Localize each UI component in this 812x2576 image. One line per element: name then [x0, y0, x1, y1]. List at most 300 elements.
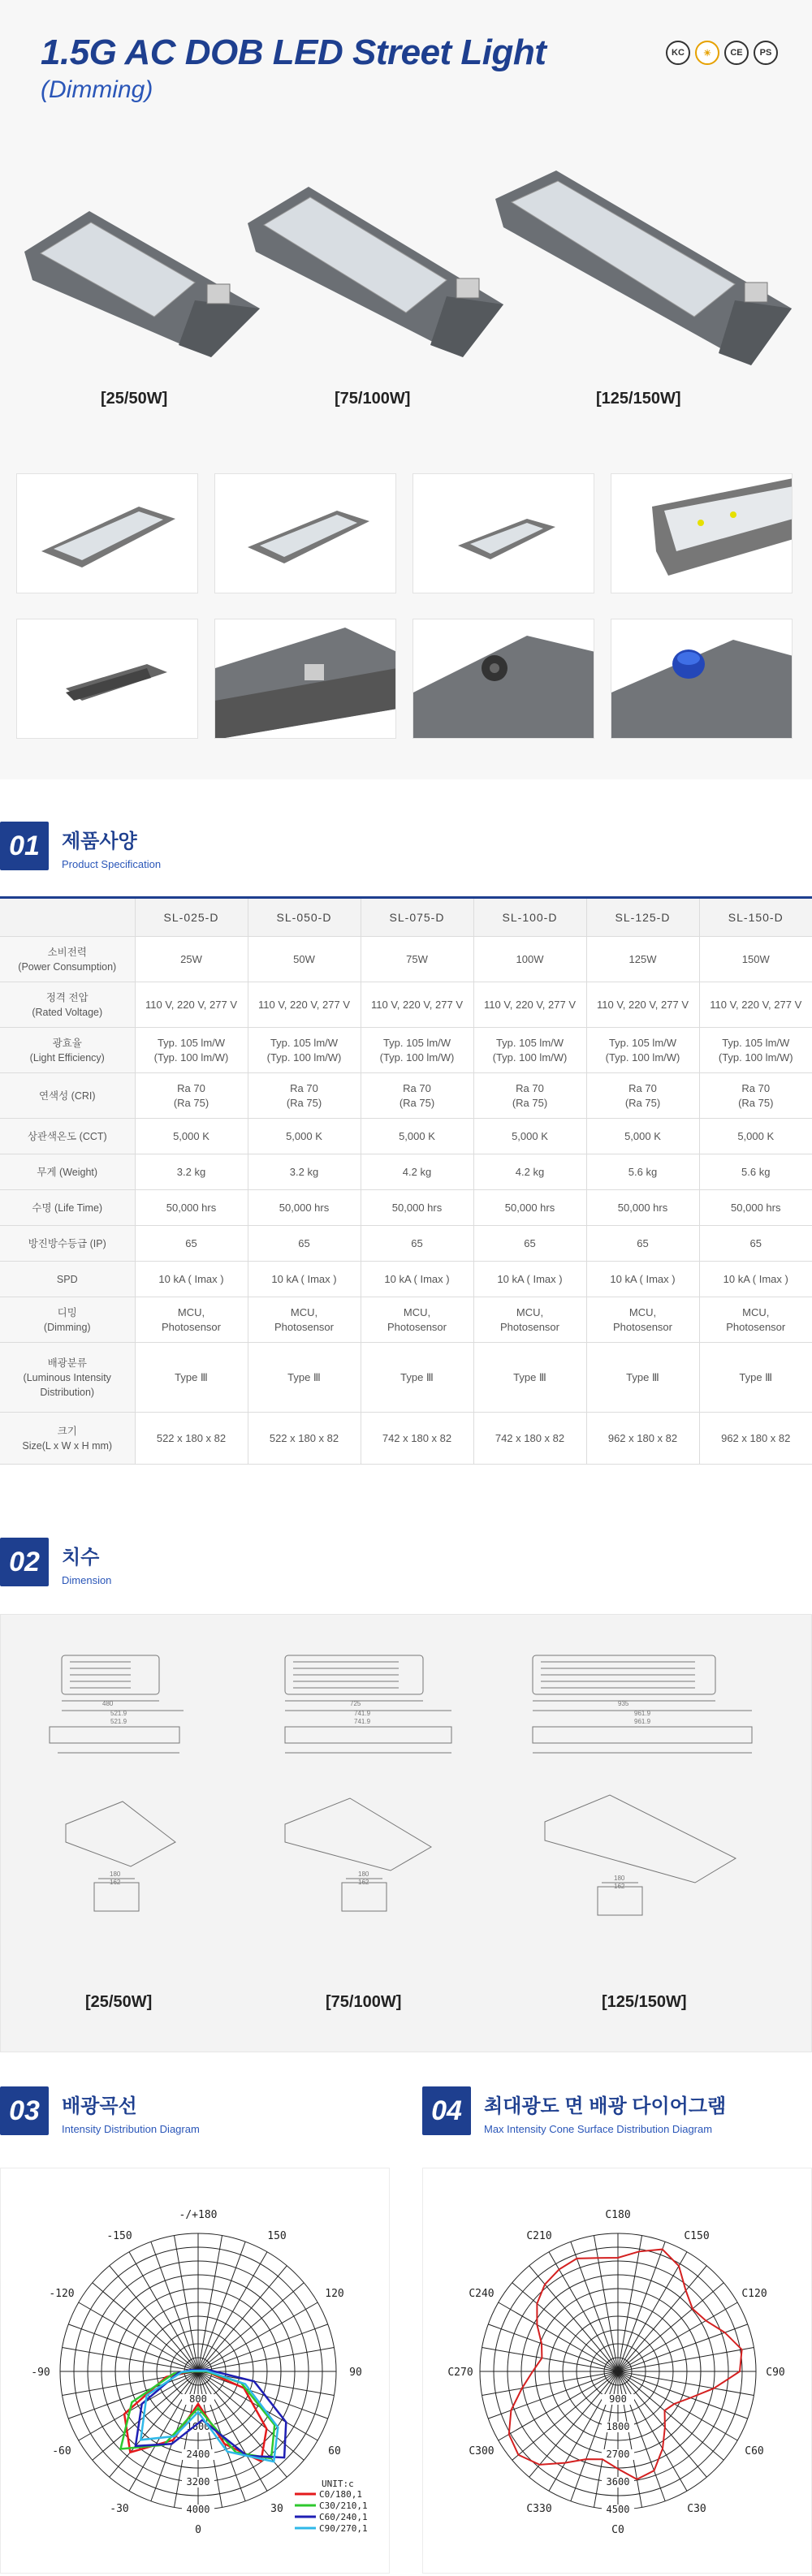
- spec-value: 3.2 kg: [289, 1165, 319, 1178]
- cone-angle-label: C150: [684, 2229, 710, 2242]
- cone-angle-label: C90: [766, 2367, 785, 2379]
- section-header-spec: [0, 822, 161, 870]
- spec-value: MCU,: [403, 1305, 431, 1318]
- spec-value: 5.6 kg: [741, 1165, 771, 1178]
- spec-cell: [586, 1343, 699, 1413]
- spec-value-sub: (Ra 75): [399, 1096, 435, 1109]
- spec-value: Ra 70: [290, 1081, 318, 1094]
- spec-label-ko: SPD: [56, 1273, 78, 1285]
- spec-cell: [361, 1297, 473, 1343]
- spec-value: 65: [411, 1236, 423, 1249]
- spec-value: Ra 70: [741, 1081, 771, 1094]
- spec-label-en: (Power Consumption): [18, 960, 117, 973]
- spec-value-sub: Photosensor: [500, 1320, 559, 1333]
- spec-cell: [361, 982, 473, 1028]
- spec-value: 50W: [293, 952, 315, 965]
- spec-value: 522 x 180 x 82: [269, 1431, 339, 1444]
- spec-value: 742 x 180 x 82: [495, 1431, 565, 1444]
- spec-cell: [361, 1413, 473, 1465]
- cone-angle-label: C240: [469, 2288, 495, 2300]
- dim-top-length: 725: [350, 1700, 361, 1707]
- dim-inner-width: 162: [614, 1883, 625, 1890]
- spec-cell: [361, 1119, 473, 1154]
- cone-angle-label: C30: [687, 2503, 706, 2516]
- spec-value: 522 x 180 x 82: [156, 1431, 227, 1444]
- spec-row: [0, 1154, 812, 1190]
- section-number: 02: [0, 1538, 49, 1586]
- model-header: SL-075-D: [361, 898, 473, 937]
- spec-value: Type Ⅲ: [400, 1370, 434, 1383]
- thumbnail-lamp-detail-1: [611, 473, 793, 593]
- spec-cell: [361, 937, 473, 982]
- certification-marks: [666, 41, 778, 65]
- spec-row-label: [0, 937, 135, 982]
- spec-label-en: (Luminous Intensity: [23, 1371, 111, 1383]
- spec-cell: [699, 1073, 812, 1119]
- spec-value: 4.2 kg: [402, 1165, 432, 1178]
- spec-value: 65: [637, 1236, 649, 1249]
- spec-cell: [473, 1262, 586, 1297]
- spec-value: 962 x 180 x 82: [607, 1431, 678, 1444]
- dim-side-length: 961.9: [634, 1718, 651, 1725]
- intensity-ring-label: 2400: [186, 2449, 210, 2460]
- spec-cell: [135, 982, 248, 1028]
- cone-ring-label: 4500: [606, 2504, 630, 2515]
- cone-angle-label: C300: [469, 2445, 495, 2457]
- spec-cell: [699, 1262, 812, 1297]
- section-title-ko: 배광곡선: [62, 2095, 137, 2117]
- kc-cert-icon: KC: [666, 41, 690, 65]
- spec-value: 5,000 K: [173, 1129, 209, 1142]
- intensity-legend-item: C0/180,1: [319, 2489, 362, 2500]
- spec-label-ko: 방진방수등급 (IP): [28, 1237, 106, 1249]
- spec-value: 962 x 180 x 82: [721, 1431, 791, 1444]
- spec-value: 65: [524, 1236, 536, 1249]
- section-number: 04: [422, 2086, 471, 2135]
- intensity-angle-label: 150: [267, 2229, 287, 2242]
- spec-value-sub: (Typ. 100 lm/W): [605, 1051, 680, 1064]
- spec-value: 65: [749, 1236, 762, 1249]
- product-label-medium: [75/100W]: [335, 390, 411, 408]
- spec-row-label: [0, 1262, 135, 1297]
- spec-value: Type Ⅲ: [513, 1370, 546, 1383]
- spec-row-label: [0, 1343, 135, 1413]
- thumbnail-lamp-3: [412, 473, 594, 593]
- spec-value: 5,000 K: [512, 1129, 548, 1142]
- dim-inner-width: 162: [110, 1879, 121, 1886]
- spec-value: Typ. 105 lm/W: [722, 1036, 790, 1049]
- spec-value: Typ. 105 lm/W: [608, 1036, 677, 1049]
- intensity-angle-label: -120: [49, 2288, 75, 2300]
- spec-row-label: [0, 982, 135, 1028]
- spec-row-label: [0, 1226, 135, 1262]
- spec-corner-cell: [0, 898, 135, 937]
- spec-value-sub: Photosensor: [162, 1320, 221, 1333]
- cone-ring-label: 3600: [606, 2476, 630, 2488]
- spec-cell: [135, 1154, 248, 1190]
- spec-cell: [586, 1262, 699, 1297]
- spec-value: MCU,: [628, 1305, 657, 1318]
- spec-label-ko: 크기: [57, 1425, 77, 1437]
- spec-row-label: [0, 1190, 135, 1226]
- section-number: 03: [0, 2086, 49, 2135]
- intensity-ring-label: 1600: [186, 2421, 210, 2432]
- spec-value: 10 kA ( Imax ): [158, 1272, 224, 1285]
- spec-value-sub: (Ra 75): [173, 1096, 209, 1109]
- spec-cell: [586, 937, 699, 982]
- dim-width: 180: [614, 1875, 625, 1882]
- dim-inner-width: 162: [358, 1879, 369, 1886]
- model-header: SL-025-D: [135, 898, 248, 937]
- intensity-legend-item: C60/240,1: [319, 2512, 368, 2522]
- spec-row-label: [0, 1154, 135, 1190]
- spec-value: Typ. 105 lm/W: [382, 1036, 451, 1049]
- cone-angle-label: C270: [447, 2367, 473, 2379]
- spec-label-ko: 연색성 (CRI): [38, 1090, 96, 1102]
- spec-label-ko: 수명 (Life Time): [32, 1202, 103, 1214]
- spec-value: 10 kA ( Imax ): [723, 1272, 788, 1285]
- spec-value: 3.2 kg: [176, 1165, 206, 1178]
- cone-angle-label: C60: [745, 2445, 764, 2457]
- spec-value: 110 V, 220 V, 277 V: [145, 998, 237, 1011]
- section-title-en: Dimension: [62, 1574, 112, 1586]
- spec-row: [0, 1028, 812, 1073]
- cone-angle-label: C120: [741, 2288, 767, 2300]
- section-title-ko: 최대광도 면 배광 다이어그램: [484, 2095, 727, 2117]
- spec-value: 10 kA ( Imax ): [384, 1272, 450, 1285]
- spec-value: Type Ⅲ: [626, 1370, 659, 1383]
- spec-cell: [699, 1226, 812, 1262]
- spec-cell: [248, 1119, 361, 1154]
- dimension-drawing-medium: [261, 1639, 472, 1964]
- dim-total-length: 521.9: [110, 1710, 127, 1717]
- intensity-ring-label: 3200: [186, 2476, 210, 2488]
- spec-value: Ra 70: [403, 1081, 431, 1094]
- spec-cell: [586, 1119, 699, 1154]
- model-header: SL-150-D: [699, 898, 812, 937]
- spec-value: 125W: [628, 952, 657, 965]
- spec-cell: [473, 1413, 586, 1465]
- dimension-drawing-small: [33, 1639, 196, 1964]
- spec-label-ko: 정격 전압: [45, 991, 89, 1003]
- spec-cell: [473, 1297, 586, 1343]
- spec-value-sub: (Ra 75): [624, 1096, 661, 1109]
- spec-cell: [586, 1226, 699, 1262]
- intensity-angle-label: -60: [52, 2445, 71, 2457]
- cone-polar-chart: [423, 2168, 812, 2574]
- spec-label-en: (Dimming): [43, 1321, 91, 1333]
- spec-value: Ra 70: [177, 1081, 205, 1094]
- spec-cell: [586, 1073, 699, 1119]
- spec-cell: [473, 982, 586, 1028]
- spec-value: 4.2 kg: [515, 1165, 545, 1178]
- spec-cell: [586, 1154, 699, 1190]
- product-subtitle: (Dimming): [41, 76, 153, 103]
- section-header-cone: [422, 2086, 726, 2135]
- spec-cell: [248, 1262, 361, 1297]
- spec-cell: [699, 1297, 812, 1343]
- spec-cell: [135, 1297, 248, 1343]
- spec-cell: [473, 1154, 586, 1190]
- spec-value: 742 x 180 x 82: [382, 1431, 452, 1444]
- spec-value-sub: (Ra 75): [738, 1096, 774, 1109]
- spec-value: Ra 70: [628, 1081, 657, 1094]
- spec-cell: [248, 1343, 361, 1413]
- intensity-legend-item: C30/210,1: [319, 2500, 368, 2511]
- dimension-drawing-large: [520, 1639, 780, 1964]
- product-label-small: [25/50W]: [101, 390, 168, 408]
- spec-cell: [135, 1226, 248, 1262]
- hero-section: [0, 0, 812, 779]
- spec-cell: [473, 1028, 586, 1073]
- spec-row: [0, 937, 812, 982]
- spec-value: 10 kA ( Imax ): [271, 1272, 337, 1285]
- spec-row: [0, 1119, 812, 1154]
- spec-value-sub: (Ra 75): [286, 1096, 322, 1109]
- cone-angle-label: C0: [611, 2524, 624, 2536]
- intensity-polar-chart: [1, 2168, 391, 2574]
- spec-cell: [361, 1154, 473, 1190]
- thumbnail-lamp-detail-2: [214, 619, 396, 739]
- dim-top-length: 480: [102, 1700, 114, 1707]
- spec-value: 25W: [180, 952, 202, 965]
- spec-value: 110 V, 220 V, 277 V: [257, 998, 350, 1011]
- spec-value: Type Ⅲ: [175, 1370, 208, 1383]
- intensity-ring-label: 800: [189, 2393, 207, 2405]
- spec-row-label: [0, 1119, 135, 1154]
- spec-value: 50,000 hrs: [279, 1201, 330, 1214]
- spec-value: 5,000 K: [286, 1129, 322, 1142]
- spec-value: 65: [185, 1236, 197, 1249]
- spec-value: 50,000 hrs: [504, 1201, 555, 1214]
- section-title-ko: 치수: [62, 1547, 100, 1568]
- spec-cell: [699, 1154, 812, 1190]
- spec-value: 110 V, 220 V, 277 V: [596, 998, 689, 1011]
- spec-value: 10 kA ( Imax ): [497, 1272, 563, 1285]
- spec-cell: [586, 1190, 699, 1226]
- spec-row: [0, 1190, 812, 1226]
- spec-row: [0, 1297, 812, 1343]
- dim-side-length: 741.9: [354, 1718, 371, 1725]
- spec-cell: [473, 1190, 586, 1226]
- spec-cell: [586, 982, 699, 1028]
- spec-cell: [699, 1190, 812, 1226]
- intensity-angle-label: 90: [349, 2367, 362, 2379]
- spec-cell: [135, 1028, 248, 1073]
- spec-label-en: (Light Efficiency): [29, 1051, 105, 1064]
- dim-side-length: 521.9: [110, 1718, 127, 1725]
- intensity-angle-label: -90: [31, 2367, 50, 2379]
- spec-value-sub: (Typ. 100 lm/W): [153, 1051, 229, 1064]
- spec-cell: [248, 937, 361, 982]
- spec-cell: [135, 1262, 248, 1297]
- intensity-legend-title: UNIT:c: [322, 2479, 354, 2489]
- spec-value-sub: (Typ. 100 lm/W): [266, 1051, 342, 1064]
- spec-label-ko: 배광분류: [47, 1357, 87, 1369]
- spec-value: Type Ⅲ: [287, 1370, 321, 1383]
- spec-value: 100W: [516, 952, 544, 965]
- intensity-legend-item: C90/270,1: [319, 2523, 368, 2534]
- spec-value: 110 V, 220 V, 277 V: [483, 998, 576, 1011]
- spec-value: Typ. 105 lm/W: [270, 1036, 339, 1049]
- dimension-label-medium: [75/100W]: [326, 1993, 402, 2011]
- model-header: SL-100-D: [473, 898, 586, 937]
- spec-cell: [473, 1119, 586, 1154]
- spec-cell: [586, 1413, 699, 1465]
- intensity-angle-label: 0: [195, 2524, 201, 2536]
- spec-row-label: [0, 1073, 135, 1119]
- spec-header-row: [0, 898, 812, 937]
- product-label-large: [125/150W]: [596, 390, 681, 408]
- spec-row: [0, 1343, 812, 1413]
- model-header: SL-050-D: [248, 898, 361, 937]
- thumbnail-lamp-detail-3: [412, 619, 594, 739]
- spec-cell: [135, 1343, 248, 1413]
- spec-cell: [699, 937, 812, 982]
- spec-row-label: [0, 1413, 135, 1465]
- spec-value: Ra 70: [516, 1081, 544, 1094]
- spec-value: Type Ⅲ: [739, 1370, 773, 1383]
- spec-cell: [248, 1028, 361, 1073]
- spec-cell: [586, 1028, 699, 1073]
- spec-cell: [248, 1154, 361, 1190]
- intensity-angle-label: 120: [325, 2288, 344, 2300]
- spec-cell: [248, 1297, 361, 1343]
- dim-top-length: 935: [618, 1700, 629, 1707]
- spec-value-sub: Photosensor: [274, 1320, 334, 1333]
- spec-value-sub: (Typ. 100 lm/W): [379, 1051, 455, 1064]
- spec-cell: [473, 937, 586, 982]
- spec-row-label: [0, 1297, 135, 1343]
- section-title-ko: 제품사양: [62, 831, 137, 852]
- spec-row: [0, 1073, 812, 1119]
- spec-label-ko: 소비전력: [47, 946, 87, 958]
- spec-value: 5.6 kg: [628, 1165, 658, 1178]
- intensity-angle-label: 30: [270, 2503, 283, 2516]
- spec-cell: [586, 1297, 699, 1343]
- energy-cert-icon: ☀: [695, 41, 719, 65]
- spec-label-en: Distribution): [40, 1386, 95, 1398]
- dimension-label-large: [125/150W]: [602, 1993, 687, 2011]
- spec-cell: [135, 1190, 248, 1226]
- thumbnail-lamp-1: [16, 473, 198, 593]
- spec-value: 50,000 hrs: [391, 1201, 443, 1214]
- spec-cell: [248, 982, 361, 1028]
- spec-cell: [361, 1028, 473, 1073]
- ce-cert-icon: CE: [724, 41, 749, 65]
- spec-value-sub: (Typ. 100 lm/W): [492, 1051, 568, 1064]
- spec-label-en: (Rated Voltage): [32, 1006, 103, 1018]
- intensity-angle-label: -/+180: [179, 2209, 218, 2221]
- spec-cell: [361, 1226, 473, 1262]
- intensity-ring-label: 4000: [186, 2504, 210, 2515]
- spec-value: 150W: [741, 952, 770, 965]
- spec-value: 5,000 K: [399, 1129, 435, 1142]
- lamp-image-small: [16, 203, 276, 373]
- dim-total-length: 741.9: [354, 1710, 371, 1717]
- spec-label-en: Size(L x W x H mm): [22, 1439, 113, 1452]
- section-title-en: Max Intensity Cone Surface Distribution Diagram: [484, 2123, 713, 2135]
- spec-cell: [361, 1343, 473, 1413]
- spec-value: 5,000 K: [624, 1129, 661, 1142]
- section-header-dimension: [0, 1538, 111, 1586]
- spec-cell: [248, 1073, 361, 1119]
- section-header-intensity: [0, 2086, 200, 2135]
- spec-cell: [135, 937, 248, 982]
- spec-value: 65: [298, 1236, 310, 1249]
- dimension-label-small: [25/50W]: [85, 1993, 153, 2011]
- cone-angle-label: C330: [526, 2503, 552, 2516]
- spec-value: MCU,: [290, 1305, 318, 1318]
- spec-cell: [473, 1343, 586, 1413]
- spec-value: 50,000 hrs: [731, 1201, 781, 1214]
- spec-label-ko: 디밍: [57, 1306, 77, 1318]
- spec-value: 75W: [406, 952, 428, 965]
- spec-cell: [361, 1073, 473, 1119]
- spec-label-ko: 광효율: [52, 1037, 82, 1049]
- spec-cell: [473, 1073, 586, 1119]
- spec-cell: [699, 982, 812, 1028]
- spec-row: [0, 1262, 812, 1297]
- cone-angle-label: C210: [526, 2229, 552, 2242]
- spec-cell: [248, 1190, 361, 1226]
- spec-label-ko: 상관색온도 (CCT): [27, 1130, 107, 1142]
- dim-width: 180: [358, 1871, 369, 1878]
- spec-value: MCU,: [177, 1305, 205, 1318]
- spec-value: Typ. 105 lm/W: [495, 1036, 564, 1049]
- dimension-drawings: [0, 1614, 812, 2052]
- intensity-diagram-panel: [0, 2168, 390, 2574]
- lamp-image-large: [491, 166, 800, 378]
- spec-row: [0, 1413, 812, 1465]
- thumbnail-lamp-2: [214, 473, 396, 593]
- cone-angle-label: C180: [605, 2209, 631, 2221]
- spec-value: 10 kA ( Imax ): [610, 1272, 676, 1285]
- spec-cell: [699, 1343, 812, 1413]
- spec-cell: [699, 1413, 812, 1465]
- spec-cell: [699, 1119, 812, 1154]
- ps-cert-icon: PS: [754, 41, 778, 65]
- spec-cell: [473, 1226, 586, 1262]
- spec-value: 110 V, 220 V, 277 V: [710, 998, 802, 1011]
- spec-cell: [248, 1226, 361, 1262]
- spec-value: 110 V, 220 V, 277 V: [370, 998, 463, 1011]
- spec-value-sub: Photosensor: [726, 1320, 786, 1333]
- spec-value-sub: Photosensor: [613, 1320, 672, 1333]
- spec-cell: [135, 1073, 248, 1119]
- thumbnail-lamp-side: [16, 619, 198, 739]
- spec-cell: [361, 1190, 473, 1226]
- spec-table: [0, 896, 812, 1465]
- cone-ring-label: 1800: [606, 2421, 630, 2432]
- spec-value: MCU,: [516, 1305, 544, 1318]
- spec-cell: [699, 1028, 812, 1073]
- product-title: 1.5G AC DOB LED Street Light: [41, 32, 546, 72]
- spec-cell: [135, 1119, 248, 1154]
- spec-value: Typ. 105 lm/W: [157, 1036, 226, 1049]
- spec-cell: [361, 1262, 473, 1297]
- spec-value-sub: (Typ. 100 lm/W): [718, 1051, 793, 1064]
- spec-value: MCU,: [742, 1305, 770, 1318]
- spec-row-label: [0, 1028, 135, 1073]
- thumbnail-lamp-photosensor: [611, 619, 793, 739]
- intensity-angle-label: -150: [106, 2229, 132, 2242]
- section-number: 01: [0, 822, 49, 870]
- spec-value: 50,000 hrs: [166, 1201, 217, 1214]
- dim-total-length: 961.9: [634, 1710, 651, 1717]
- lamp-image-medium: [244, 183, 512, 369]
- spec-value-sub: (Ra 75): [512, 1096, 548, 1109]
